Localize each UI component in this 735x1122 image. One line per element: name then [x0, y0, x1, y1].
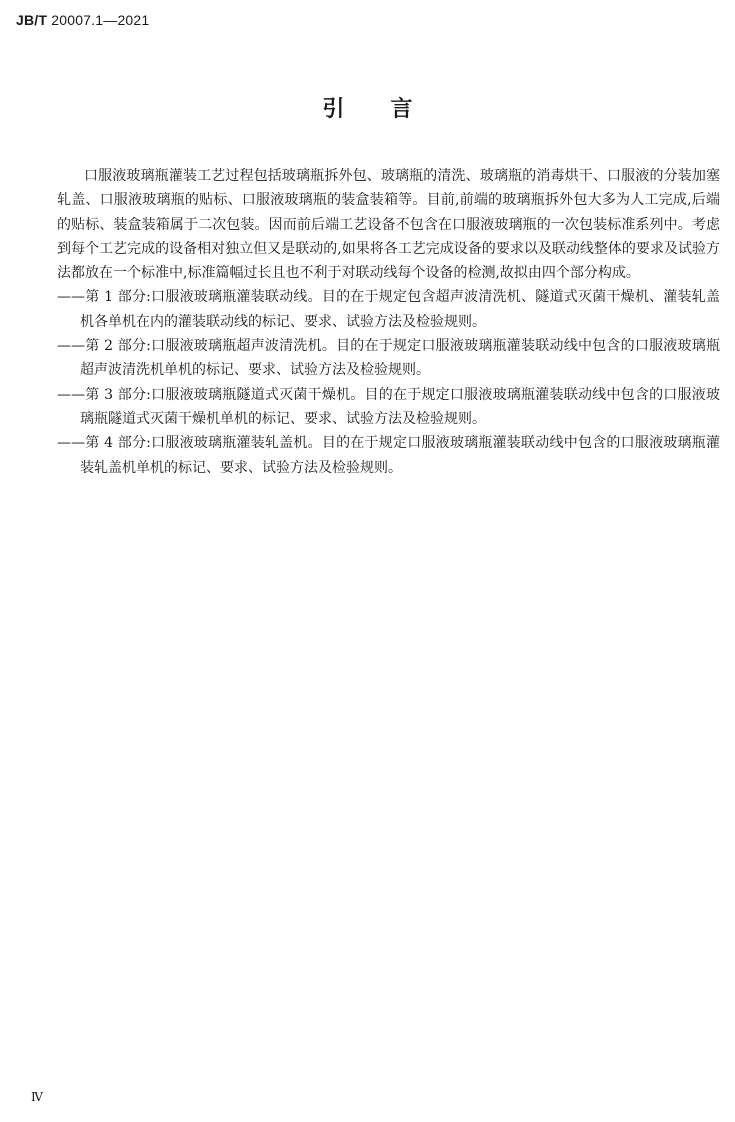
part-item-4: ——第 4 部分:口服液玻璃瓶灌装轧盖机。目的在于规定口服液玻璃瓶灌装联动线中包含的口服液玻璃瓶灌装轧盖机单机的标记、要求、试验方法及检验规则。: [57, 435, 720, 476]
standard-number: [16, 12, 149, 28]
standard-code: JB/T: [16, 12, 48, 28]
standard-number-value: 20007.1—2021: [51, 12, 150, 28]
page-title-char-1: 引: [322, 97, 345, 122]
document-body: [57, 164, 720, 480]
part-item-1: ——第 1 部分:口服液玻璃瓶灌装联动线。目的在于规定包含超声波清洗机、隧道式灭菌干燥机、灌装轧盖机各单机在内的灌装联动线的标记、要求、试验方法及检验规则。: [57, 289, 720, 330]
intro-paragraph: 口服液玻璃瓶灌装工艺过程包括玻璃瓶拆外包、玻璃瓶的清洗、玻璃瓶的消毒烘干、口服液的分装加塞轧盖、口服液玻璃瓶的贴标、口服液玻璃瓶的装盒装箱等。目前,前端的玻璃瓶拆外包大多为人工完成,后端的贴标、装盒装箱属于二次包装。因而前后端工艺设备不包含在口服液玻璃瓶的一次包装标准系列中。考虑到每个工艺完成的设备相对独立但又是联动的,如果将各工艺完成设备的要求以及联动线整体的要求及试验方法都放在一个标准中,标准篇幅过长且也不利于对联动线每个设备的检测,故拟由四个部分构成。: [57, 168, 720, 282]
page-number: Ⅳ: [31, 1090, 43, 1104]
page-title-char-2: 言: [390, 97, 413, 122]
part-item-2: ——第 2 部分:口服液玻璃瓶超声波清洗机。目的在于规定口服液玻璃瓶灌装联动线中包含的口服液玻璃瓶超声波清洗机单机的标记、要求、试验方法及检验规则。: [57, 338, 720, 379]
page-title: [0, 92, 735, 123]
part-item-3: ——第 3 部分:口服液玻璃瓶隧道式灭菌干燥机。目的在于规定口服液玻璃瓶灌装联动线中包含的口服液玻璃瓶隧道式灭菌干燥机单机的标记、要求、试验方法及检验规则。: [57, 386, 720, 427]
